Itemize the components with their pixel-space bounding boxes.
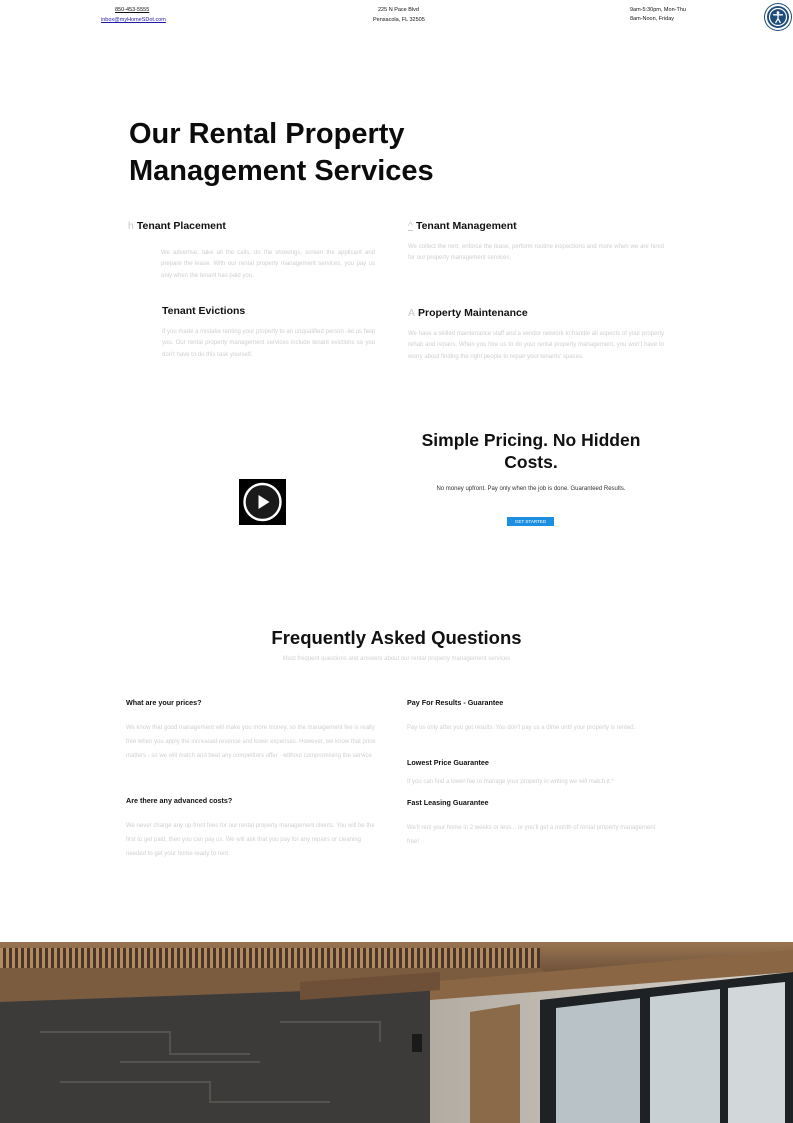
faq-subheading: Most frequent questions and answers about our rental property management services (282, 656, 511, 662)
property-maintenance-title (408, 307, 528, 319)
phone-link[interactable]: 850-453-5555 (115, 7, 150, 13)
tenant-placement-icon: h (128, 220, 134, 232)
property-maintenance-icon: A (408, 307, 416, 319)
faq-answer: We know that good management will make you more money, so the management fee is really free when you apply the increased revenue and lower expenses. However, we know that price matters - so we will match and beat any competitors offer - without compromising the service. (126, 725, 376, 760)
accessibility-button[interactable] (767, 6, 789, 28)
tenant-management-text: We collect the rent, enforce the lease, perform routine inspections and more when we are hired for our property management services. (408, 244, 664, 262)
address-line-2: Pensacola, FL 32505 (373, 17, 425, 23)
video-player[interactable] (239, 479, 286, 525)
faq-answer: We never charge any up-front fees for our rental property management clients. You will be the first to get paid, then you can pay us. We will ask that you pay for any repairs or cleaning needed to get your home ready to rent. (126, 823, 375, 858)
tenant-evictions-text: If you made a mistake renting your property to an unqualified person -let us help you. Our rental property management services include tenant evictions so you don't have to do this task yourself. (162, 329, 375, 358)
address-line-1: 225 N Pace Blvd (378, 7, 419, 13)
property-maintenance-label: Property Maintenance (418, 307, 528, 319)
tenant-management-title (408, 220, 517, 232)
tenant-evictions-title: Tenant Evictions (162, 305, 246, 317)
tenant-management-label: Tenant Management (415, 220, 517, 232)
faq-answer: We'll rent your home in 2 weeks or less... or you'll get a month of rental property management free! (407, 825, 656, 846)
email-link[interactable]: inbox@myHomeSDot.com (101, 17, 166, 23)
faq-question: Are there any advanced costs? (126, 796, 233, 805)
hours-line-1: 9am-5:30pm, Mon-Thu (630, 7, 686, 13)
faq-answer: If you can find a lower fee to manage your property in writing we will match it.* (407, 779, 614, 785)
tenant-placement-title (128, 220, 226, 232)
tenant-placement-text: We advertise, take all the calls, do the showings, screen the applicant and prepare the lease. With our rental property management services, you pay us only when the tenant has paid you. (161, 250, 375, 279)
hours-line-2: 8am-Noon, Friday (630, 16, 675, 22)
faq-question: Fast Leasing Guarantee (407, 798, 489, 807)
property-maintenance-text: We have a skilled maintenance staff and a vendor network to handle all aspects of your property rehab and repairs. When you hire us to do your rental property management, you won't have to worry about finding the right people to repair your tenants' spaces. (408, 331, 664, 360)
play-icon (239, 479, 286, 525)
faq-answer: Pay us only after you get results. You don't pay us a dime until your property is rented. (407, 725, 636, 731)
tenant-placement-label: Tenant Placement (136, 220, 226, 232)
tenant-management-icon: ^ (408, 220, 413, 232)
interior-photo (0, 942, 793, 1123)
pricing-subtext: No money upfront. Pay only when the job is done. Guaranteed Results. (436, 486, 626, 492)
faq-question: Lowest Price Guarantee (407, 758, 489, 767)
pricing-heading: Simple Pricing. No Hidden Costs. (421, 430, 641, 472)
faq-question: What are your prices? (126, 698, 202, 707)
faq-heading: Frequently Asked Questions (271, 627, 522, 648)
interior-image (0, 942, 793, 1123)
accessibility-icon (767, 6, 789, 28)
faq-question: Pay For Results - Guarantee (407, 698, 504, 707)
get-started-button[interactable]: GET STARTED (507, 517, 554, 526)
services-heading: Our Rental Property Management Services (129, 118, 434, 187)
